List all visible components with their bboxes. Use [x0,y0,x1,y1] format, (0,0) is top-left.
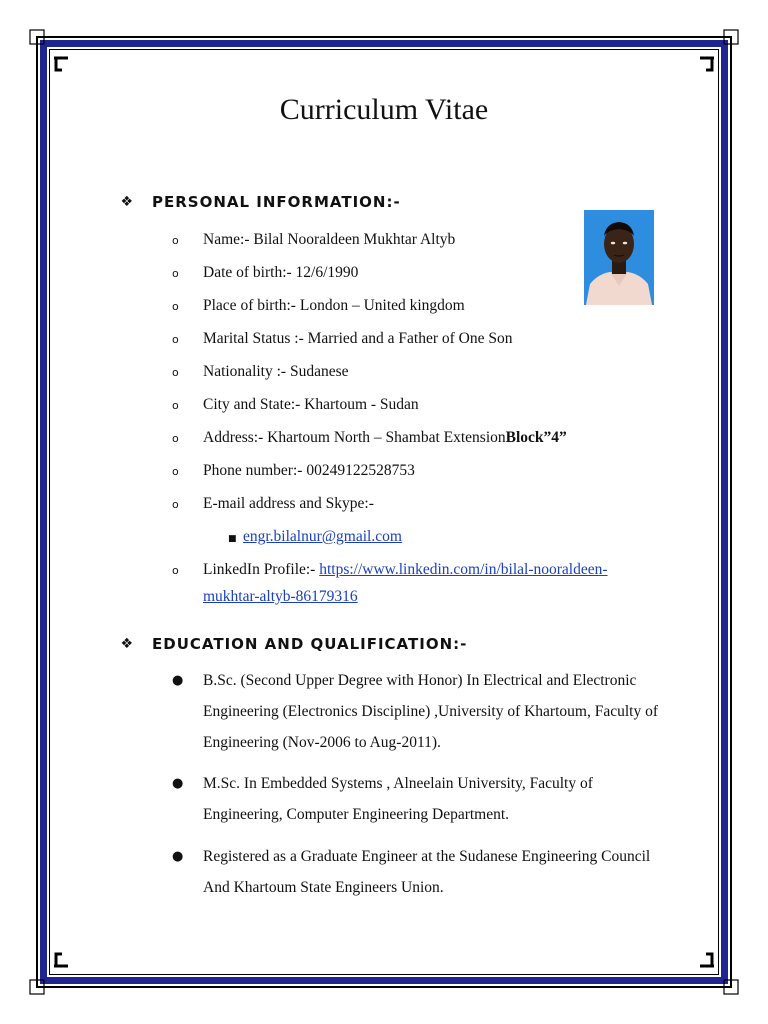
info-pob [172,296,465,317]
info-linkedin [172,557,672,610]
info-phone-text: Phone number:- 00249122528753 [203,462,415,479]
dot-bullet-icon: ● [172,776,184,791]
email-link[interactable]: engr.bilalnur@gmail.com [243,528,402,545]
hollow-circle-bullet-icon: o [172,267,179,280]
hollow-circle-bullet-icon: o [172,366,179,379]
education-item-text: Registered as a Graduate Engineer at the Sudanese Engineering Council And Khartoum State Engineers Union. [203,848,651,896]
education-item [172,841,662,903]
diamond-bullet-icon: ❖ [120,194,134,210]
section-heading-label: PERSONAL INFORMATION:- [152,193,401,211]
section-heading-personal [116,193,401,211]
education-item-text: B.Sc. (Second Upper Degree with Honor) In Electrical and Electronic Engineering (Electronics Discipline) ,University of Khartoum, Faculty of Engineering (Nov-2006 to Aug-2011). [203,672,658,751]
hollow-circle-bullet-icon: o [172,432,179,445]
info-address [172,428,567,449]
info-email-label-text: E-mail address and Skype:- [203,495,374,512]
section-heading-label: EDUCATION AND QUALIFICATION:- [152,635,468,653]
section-heading-education [116,635,467,653]
linkedin-link-part2[interactable]: mukhtar-altyb-86179316 [203,588,358,605]
dot-bullet-icon: ● [172,673,184,688]
hollow-circle-bullet-icon: o [172,465,179,478]
diamond-bullet-icon: ❖ [120,636,134,652]
info-city [172,395,419,416]
square-bullet-icon: ■ [228,534,237,544]
page-title: Curriculum Vitae [279,93,489,126]
hollow-circle-bullet-icon: o [172,399,179,412]
info-email-label [172,494,374,515]
hollow-circle-bullet-icon: o [172,333,179,346]
dot-bullet-icon: ● [172,849,184,864]
info-city-text: City and State:- Khartoum - Sudan [203,396,419,413]
hollow-circle-bullet-icon: o [172,498,179,511]
person-portrait-icon [584,210,654,305]
hollow-circle-bullet-icon: o [172,234,179,247]
info-address-text: Address:- Khartoum North – Shambat Extension [203,429,506,446]
info-linkedin-label: LinkedIn Profile:- [203,561,320,578]
linkedin-link-part1[interactable]: https://www.linkedin.com/in/bilal-nooraldeen- [319,561,608,578]
hollow-circle-bullet-icon: o [172,300,179,313]
info-pob-text: Place of birth:- London – United kingdom [203,297,465,314]
info-address-block: Block”4” [505,429,567,446]
info-dob-text: Date of birth:- 12/6/1990 [203,264,359,281]
info-marital-text: Marital Status :- Married and a Father of One Son [203,330,513,347]
education-item [172,665,662,758]
info-nationality-text: Nationality :- Sudanese [203,363,349,380]
hollow-circle-bullet-icon: o [172,564,179,577]
profile-photo [584,210,654,305]
info-name-text: Name:- Bilal Nooraldeen Mukhtar Altyb [203,231,456,248]
info-email [228,527,402,549]
education-item-text: M.Sc. In Embedded Systems , Alneelain University, Faculty of Engineering, Computer Engineering Department. [203,775,593,823]
info-marital [172,329,513,350]
info-dob [172,263,358,284]
education-item [172,768,662,830]
page-border-inner [49,49,719,975]
info-name [172,230,455,251]
info-phone [172,461,415,482]
info-nationality [172,362,349,383]
